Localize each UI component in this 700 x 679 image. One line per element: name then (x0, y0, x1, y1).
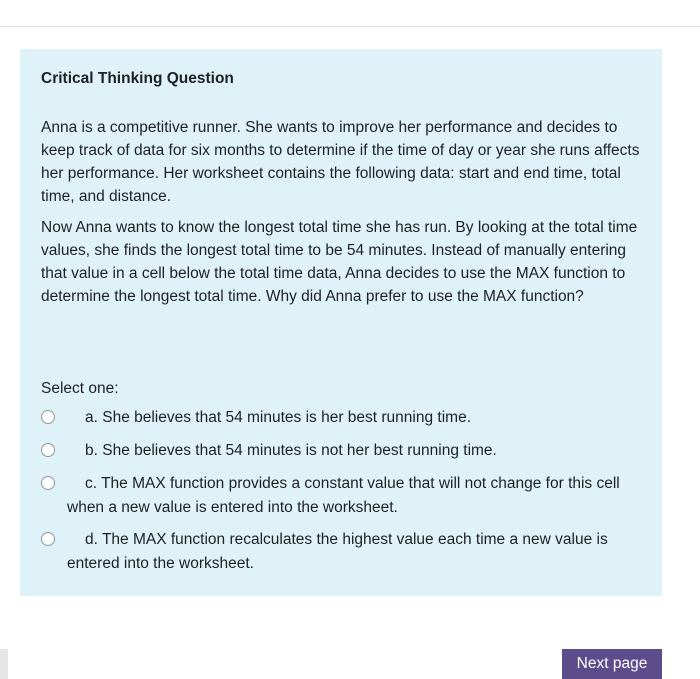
radio-button-b[interactable] (41, 443, 55, 457)
answer-option-d[interactable] (41, 528, 651, 575)
question-paragraph-2: Now Anna wants to know the longest total time she has run. By looking at the total time values, she finds the longest total time to be 54 minutes. Instead of manually entering that value in a cell below the total time data, Anna decides to use the MAX function to determine the longest total time. Why did Anna prefer to use the MAX function? (41, 219, 638, 305)
question-paragraph-1: Anna is a competitive runner. She wants to improve her performance and decides to keep track of data for six months to determine if the time of day or year she runs affects her performance. Her worksheet contains the following data: start and end time, total time, and distance. (41, 119, 640, 205)
select-one-prompt: Select one: (41, 380, 119, 397)
answer-option-c[interactable] (41, 472, 651, 519)
question-title: Critical Thinking Question (41, 70, 234, 87)
previous-page-edge[interactable] (0, 649, 8, 679)
answer-option-b[interactable] (41, 439, 651, 463)
answer-option-a[interactable] (41, 406, 651, 430)
top-divider (0, 26, 700, 27)
answer-option-b-label[interactable]: b. She believes that 54 minutes is not her best running time. (85, 442, 497, 459)
answer-option-c-label[interactable]: c. The MAX function provides a constant value that will not change for this cell when a new value is entered into the worksheet. (67, 475, 620, 516)
radio-button-a[interactable] (41, 410, 55, 424)
answer-option-a-label[interactable]: a. She believes that 54 minutes is her best running time. (85, 409, 471, 426)
radio-button-d[interactable] (41, 532, 55, 546)
radio-button-c[interactable] (41, 476, 55, 490)
next-page-button[interactable]: Next page (562, 649, 662, 679)
answer-option-d-label[interactable]: d. The MAX function recalculates the highest value each time a new value is entered into the worksheet. (67, 531, 608, 572)
